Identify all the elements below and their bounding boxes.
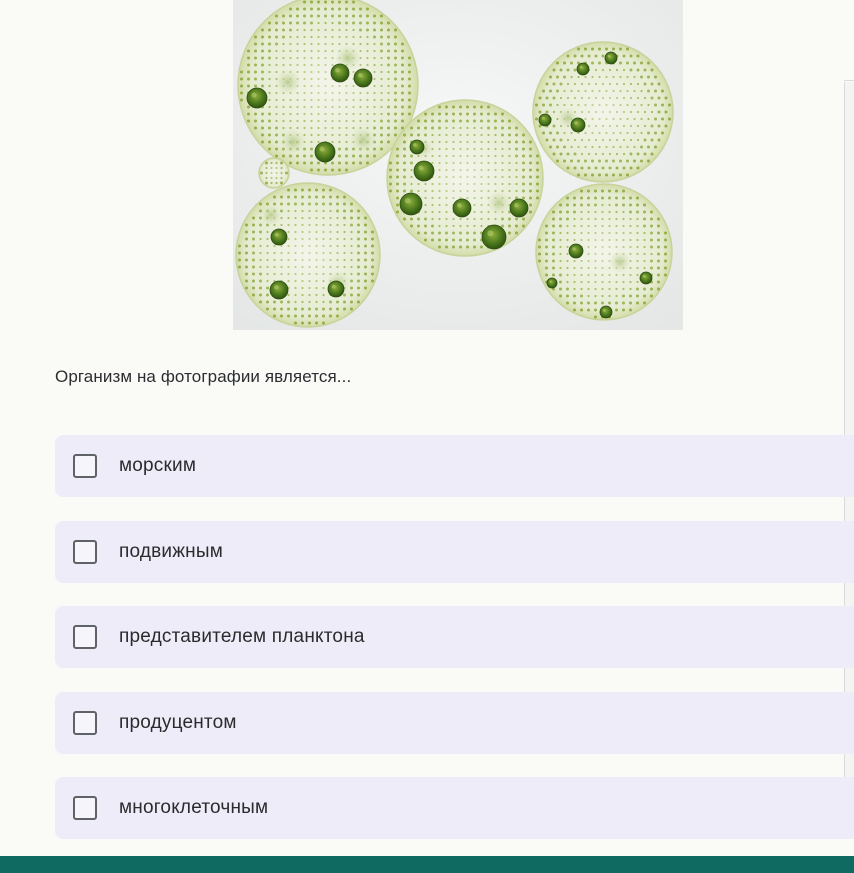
side-panel-edge-top bbox=[844, 0, 854, 81]
question-text: Организм на фотографии является... bbox=[55, 367, 352, 386]
option-row[interactable] bbox=[55, 435, 854, 497]
option-row[interactable] bbox=[55, 606, 854, 668]
option-row[interactable] bbox=[55, 521, 854, 583]
option-row[interactable] bbox=[55, 777, 854, 839]
question-photo bbox=[233, 0, 683, 330]
answer-options bbox=[55, 435, 854, 863]
volvox-illustration bbox=[233, 0, 683, 330]
volvox-colony bbox=[533, 42, 673, 182]
option-row[interactable] bbox=[55, 692, 854, 754]
volvox-colony bbox=[236, 183, 380, 327]
option-label: морским bbox=[119, 455, 197, 476]
checkbox[interactable] bbox=[73, 796, 97, 820]
option-label: представителем планктона bbox=[119, 626, 365, 647]
checkbox[interactable] bbox=[73, 540, 97, 564]
option-label: подвижным bbox=[119, 540, 223, 562]
bottom-bar bbox=[0, 856, 854, 873]
checkbox[interactable] bbox=[73, 625, 97, 649]
volvox-colony bbox=[536, 184, 672, 320]
volvox-colony bbox=[238, 0, 418, 175]
volvox-colony bbox=[387, 100, 543, 256]
option-label: многоклеточным bbox=[119, 797, 269, 818]
checkbox[interactable] bbox=[73, 454, 97, 478]
option-label: продуцентом bbox=[119, 711, 237, 733]
checkbox[interactable] bbox=[73, 711, 97, 735]
volvox-colony bbox=[259, 158, 289, 188]
